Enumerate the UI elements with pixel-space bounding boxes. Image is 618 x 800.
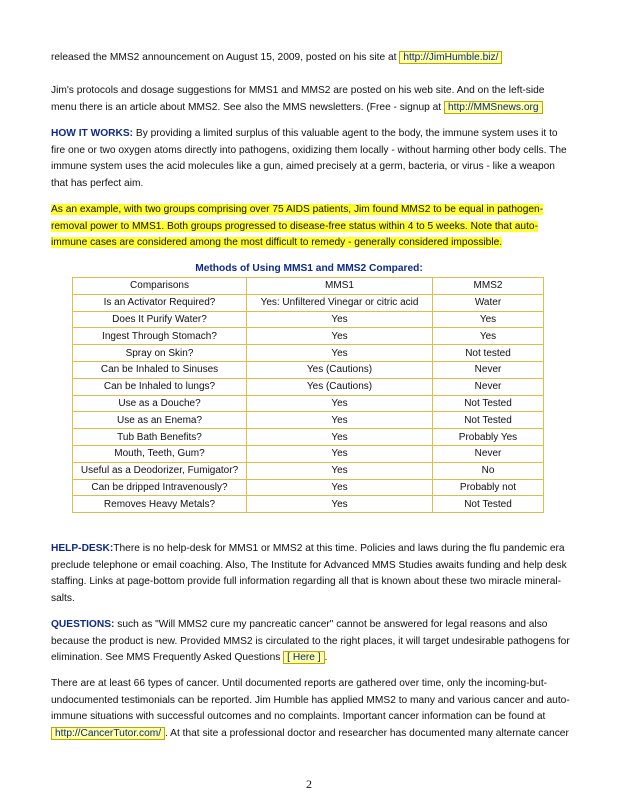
table-row <box>73 328 544 345</box>
paragraph-text: . At that site a professional doctor and researcher has documented many alternate cancer <box>165 727 569 739</box>
table-row <box>73 395 544 412</box>
jimhumble-link[interactable]: http://JimHumble.biz/ <box>399 51 502 64</box>
table-cell: Water <box>433 294 544 311</box>
highlighted-text: As an example, with two groups comprising over 75 AIDS patients, Jim found MMS2 to be equal in pathogen-removal power to MMS1. Both groups progressed to disease-free status within 4 to 5 weeks. Note that auto-immune cases are considered among the most difficult to remedy - generally considered impossible. <box>51 204 544 249</box>
table-cell: Probably Yes <box>433 429 544 446</box>
table-cell: Can be Inhaled to lungs? <box>73 378 247 395</box>
paragraph-cancer-types <box>51 676 571 742</box>
column-header: MMS2 <box>433 278 544 295</box>
paragraph-text: Jim's protocols and dosage suggestions for MMS1 and MMS2 are posted on his web site. And on the left-side menu there is an article about MMS2. See also the MMS newsletters. (Free - signup at <box>51 85 545 113</box>
table-row <box>73 294 544 311</box>
table-cell: Does It Purify Water? <box>73 311 247 328</box>
page-number: 2 <box>306 777 312 791</box>
table-row <box>73 462 544 479</box>
column-header: MMS1 <box>247 278 433 295</box>
table-title: Methods of Using MMS1 and MMS2 Compared: <box>195 263 423 274</box>
table-cell: Yes <box>247 479 433 496</box>
paragraph-text: . <box>324 652 328 664</box>
paragraph-help-desk <box>51 541 571 607</box>
table-cell: Never <box>433 361 544 378</box>
table-cell: No <box>433 462 544 479</box>
table-cell: Yes <box>247 429 433 446</box>
section-heading: QUESTIONS: <box>51 619 115 630</box>
table-cell: Never <box>433 378 544 395</box>
paragraph-how-it-works <box>51 126 571 192</box>
table-row <box>73 361 544 378</box>
mmsnews-link[interactable]: http://MMSnews.org <box>444 101 543 114</box>
table-cell: Yes <box>433 311 544 328</box>
column-header: Comparisons <box>73 278 247 295</box>
table-cell: Use as a Douche? <box>73 395 247 412</box>
table-cell: Yes <box>247 496 433 513</box>
table-cell: Yes <box>247 462 433 479</box>
paragraph-aids-example <box>51 202 571 252</box>
table-cell: Not Tested <box>433 412 544 429</box>
table-cell: Tub Bath Benefits? <box>73 429 247 446</box>
table-cell: Not Tested <box>433 395 544 412</box>
table-cell: Is an Activator Required? <box>73 294 247 311</box>
table-cell: Yes: Unfiltered Vinegar or citric acid <box>247 294 433 311</box>
table-row <box>73 378 544 395</box>
table-cell: Not tested <box>433 345 544 362</box>
table-cell: Yes <box>247 395 433 412</box>
paragraph-text: There are at least 66 types of cancer. Until documented reports are gathered over time, only the incoming-but-undocumented testimonials can be reported. Jim Humble has applied MMS2 to many and various cancer and auto-immune situations with successful outcomes and no complaints. Important cancer information can be found at <box>51 678 570 723</box>
table-cell: Probably not <box>433 479 544 496</box>
faq-here-link[interactable]: [ Here ] <box>283 651 324 664</box>
section-heading: HOW IT WORKS: <box>51 128 134 139</box>
table-cell: Not Tested <box>433 496 544 513</box>
table-header-row <box>73 278 544 295</box>
table-row <box>73 311 544 328</box>
table-cell: Spray on Skin? <box>73 345 247 362</box>
table-cell: Can be dripped Intravenously? <box>73 479 247 496</box>
paragraph-text: such as "Will MMS2 cure my pancreatic cancer" cannot be answered for legal reasons and also because the product is new. Provided MMS2 is circulated to the right places, it will target undesirable pathogens for elimination. See MMS Frequently Asked Questions <box>51 619 570 664</box>
table-row <box>73 496 544 513</box>
paragraph-text: By providing a limited surplus of this valuable agent to the body, the immune system uses it to fire one or two oxygen atoms directly into pathogens, oxidizing them locally - without harming other body cells. The immune system uses the acid molecules like a gun, aimed precisely at a germ, bacteria, or virus - like a weapon that has perfect aim. <box>51 128 567 189</box>
paragraph-text: released the MMS2 announcement on August 15, 2009, posted on his site at <box>51 52 400 63</box>
table-cell: Yes <box>247 445 433 462</box>
comparison-table <box>72 277 544 513</box>
table-cell: Useful as a Deodorizer, Fumigator? <box>73 462 247 479</box>
table-row <box>73 412 544 429</box>
table-cell: Removes Heavy Metals? <box>73 496 247 513</box>
table-cell: Can be Inhaled to Sinuses <box>73 361 247 378</box>
table-cell: Yes <box>247 412 433 429</box>
table-cell: Mouth, Teeth, Gum? <box>73 445 247 462</box>
table-cell: Ingest Through Stomach? <box>73 328 247 345</box>
table-cell: Yes <box>433 328 544 345</box>
paragraph-questions <box>51 617 571 667</box>
table-cell: Yes (Cautions) <box>247 361 433 378</box>
paragraph-announcement <box>51 50 571 67</box>
table-row <box>73 445 544 462</box>
paragraph-protocols <box>51 83 571 116</box>
table-cell: Yes (Cautions) <box>247 378 433 395</box>
table-cell: Yes <box>247 345 433 362</box>
table-cell: Yes <box>247 311 433 328</box>
table-row <box>73 429 544 446</box>
table-row <box>73 479 544 496</box>
paragraph-text: There is no help-desk for MMS1 or MMS2 at this time. Policies and laws during the flu pandemic era preclude telephone or email coaching. Also, The Institute for Advanced MMS Studies awaits funding and help desk staffing. Links at page-bottom provide full information regarding all that is known about these two miracle mineral-salts. <box>51 543 567 604</box>
table-cell: Yes <box>247 328 433 345</box>
table-cell: Use as an Enema? <box>73 412 247 429</box>
cancertutor-link[interactable]: http://CancerTutor.com/ <box>51 727 165 740</box>
section-heading: HELP-DESK: <box>51 543 114 554</box>
table-cell: Never <box>433 445 544 462</box>
table-row <box>73 345 544 362</box>
